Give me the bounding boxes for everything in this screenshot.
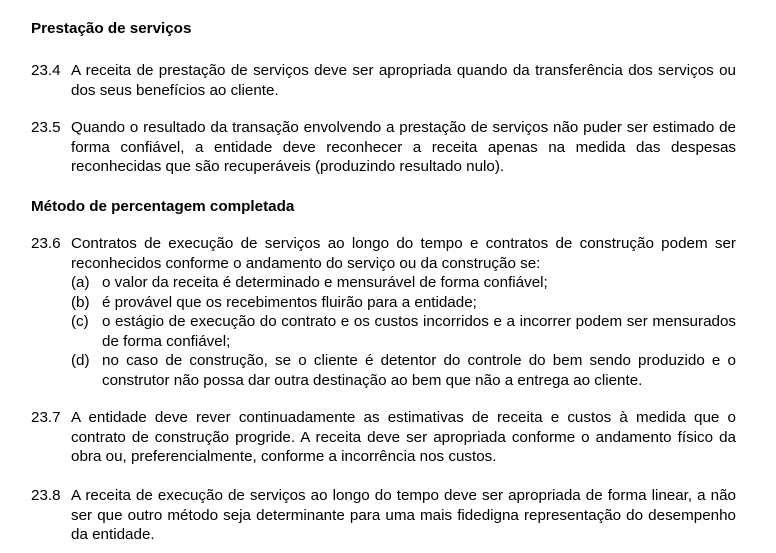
list-marker: (a)	[71, 274, 90, 291]
paragraph-text: A receita de prestação de serviços deve ser apropriada quando da transferência dos serviços ou dos seus benefícios ao cliente.	[71, 62, 736, 99]
list-item-text: no caso de construção, se o cliente é detentor do controle do bem sendo produzido e o construtor não possa dar outra destinação ao bem que não a entrega ao cliente.	[102, 352, 736, 389]
list-item	[71, 351, 736, 390]
list-item	[71, 293, 736, 313]
section-heading-services: Prestação de serviços	[31, 20, 192, 37]
paragraph-23-6	[31, 234, 736, 390]
paragraph-number: 23.5	[31, 119, 61, 136]
conditions-list	[71, 273, 736, 390]
paragraph-text: Quando o resultado da transação envolvendo a prestação de serviços não puder ser estimado de forma confiável, a entidade deve reconhecer a receita apenas na medida das despesas reconhecidas que são recuperáveis (produzindo resultado nulo).	[71, 119, 736, 175]
list-item	[71, 273, 736, 293]
section-heading-percentage-method: Método de percentagem completada	[31, 198, 295, 215]
paragraph-text: A receita de execução de serviços ao longo do tempo deve ser apropriada de forma linear, a não ser que outro método seja determinante para uma mais fidedigna representação do desempenho da entidade.	[71, 487, 736, 543]
paragraph-23-5	[31, 118, 736, 177]
paragraph-number: 23.7	[31, 409, 61, 426]
list-item	[71, 312, 736, 351]
paragraph-23-7	[31, 408, 736, 467]
list-item-text: o valor da receita é determinado e mensurável de forma confiável;	[102, 274, 548, 291]
list-marker: (d)	[71, 352, 90, 369]
paragraph-23-4	[31, 61, 736, 100]
paragraph-text: A entidade deve rever continuadamente as estimativas de receita e custos à medida que o contrato de construção progride. A receita deve ser apropriada conforme o andamento físico da obra ou, preferencialmente, conforme a incorrência nos custos.	[71, 409, 736, 465]
paragraph-number: 23.4	[31, 62, 61, 79]
paragraph-23-8	[31, 486, 736, 545]
list-item-text: é provável que os recebimentos fluirão para a entidade;	[102, 293, 477, 311]
paragraph-number: 23.8	[31, 487, 61, 504]
list-item-text: o estágio de execução do contrato e os custos incorridos e a incorrer podem ser mensurados de forma confiável;	[102, 313, 736, 350]
list-marker: (c)	[71, 313, 89, 330]
paragraph-text: Contratos de execução de serviços ao longo do tempo e contratos de construção podem ser reconhecidos conforme o andamento do serviço ou da construção se:	[71, 235, 736, 272]
list-marker: (b)	[71, 293, 90, 311]
paragraph-number: 23.6	[31, 235, 61, 252]
